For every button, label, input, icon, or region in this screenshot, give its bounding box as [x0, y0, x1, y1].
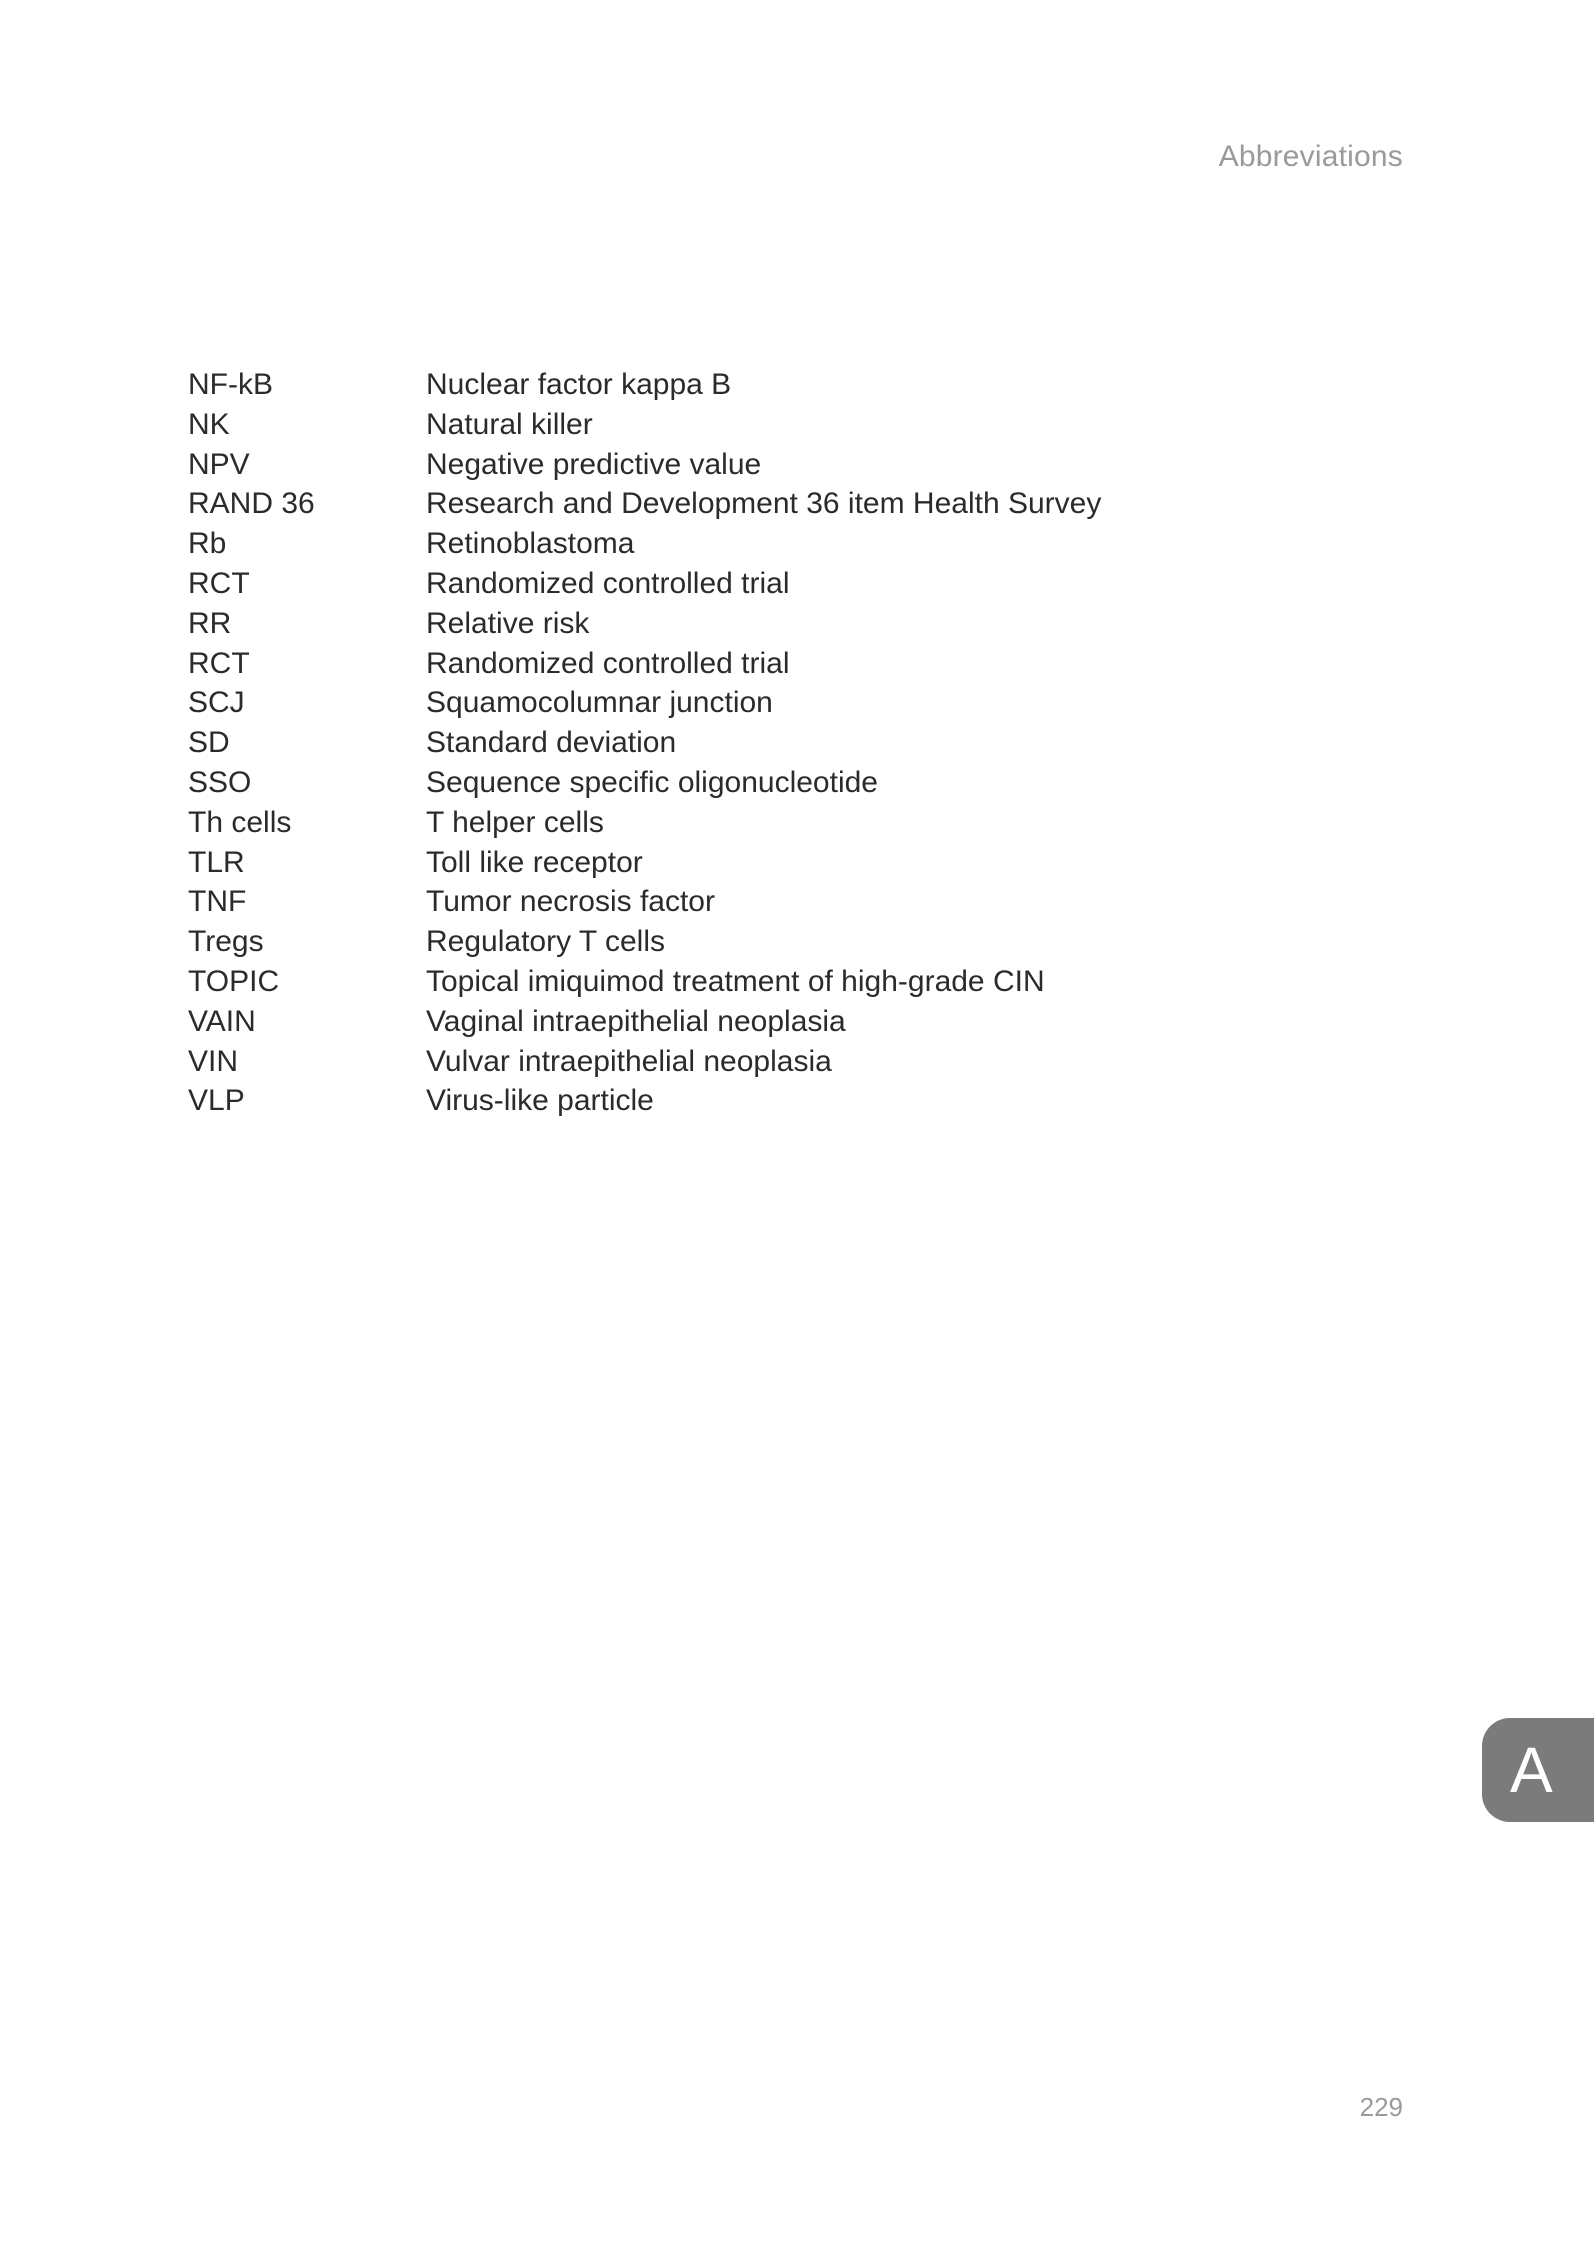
abbreviation-row	[188, 763, 1101, 803]
abbreviation-term: VLP	[188, 1084, 245, 1118]
abbreviation-row	[188, 803, 1101, 843]
abbreviation-term: TLR	[188, 845, 245, 879]
abbreviation-term: SSO	[188, 765, 252, 799]
abbreviation-row	[188, 564, 1101, 604]
abbreviation-row	[188, 445, 1101, 485]
abbreviation-term: TOPIC	[188, 964, 280, 998]
abbreviation-term: NF-kB	[188, 368, 273, 401]
abbreviation-row	[188, 922, 1101, 962]
abbreviation-term: SCJ	[188, 686, 245, 720]
chapter-thumb-tab	[1482, 1718, 1594, 1822]
abbreviation-term: VAIN	[188, 1004, 256, 1038]
page-number: 229	[1359, 2092, 1403, 2122]
abbreviation-row	[188, 604, 1101, 644]
abbreviation-term: VIN	[188, 1044, 239, 1078]
abbreviation-row	[188, 1042, 1101, 1082]
abbreviations-table	[188, 365, 1101, 1121]
abbreviation-row	[188, 683, 1101, 723]
abbreviation-term: RCT	[188, 566, 250, 600]
running-header: Abbreviations	[1218, 140, 1403, 173]
abbreviation-row	[188, 524, 1101, 564]
abbreviation-row	[188, 484, 1101, 524]
abbreviation-definition: Relative risk	[426, 606, 590, 640]
abbreviation-definition: Regulatory T cells	[426, 925, 666, 959]
abbreviation-row	[188, 962, 1101, 1002]
abbreviation-definition: Research and Development 36 item Health Survey	[426, 487, 1102, 521]
abbreviation-row	[188, 405, 1101, 445]
abbreviation-term: RR	[188, 606, 232, 640]
abbreviation-row	[188, 1002, 1101, 1042]
abbreviation-term: NK	[188, 407, 230, 441]
abbreviation-term: Tregs	[188, 925, 264, 959]
abbreviation-definition: Sequence specific oligonucleotide	[426, 765, 878, 799]
abbreviation-definition: Randomized controlled trial	[426, 646, 790, 680]
abbreviation-definition: Nuclear factor kappa B	[426, 368, 732, 401]
abbreviation-definition: Randomized controlled trial	[426, 566, 790, 600]
abbreviation-row	[188, 723, 1101, 763]
abbreviation-row	[188, 365, 1101, 405]
abbreviation-definition: Retinoblastoma	[426, 527, 635, 561]
abbreviation-definition: Topical imiquimod treatment of high-grade CIN	[426, 964, 1045, 998]
abbreviation-row	[188, 644, 1101, 684]
abbreviation-definition: Natural killer	[426, 407, 593, 441]
abbreviation-definition: Virus-like particle	[426, 1084, 654, 1118]
abbreviation-definition: Vulvar intraepithelial neoplasia	[426, 1044, 832, 1078]
abbreviation-row	[188, 882, 1101, 922]
thumb-tab-letter: A	[1510, 1734, 1553, 1806]
abbreviation-definition: Standard deviation	[426, 726, 677, 760]
abbreviation-term: TNF	[188, 885, 247, 919]
abbreviation-definition: Squamocolumnar junction	[426, 686, 773, 720]
abbreviation-term: SD	[188, 726, 230, 760]
abbreviation-term: Rb	[188, 527, 227, 561]
abbreviation-definition: Vaginal intraepithelial neoplasia	[426, 1004, 846, 1038]
abbreviation-row	[188, 1081, 1101, 1121]
abbreviation-definition: T helper cells	[426, 805, 604, 839]
abbreviation-definition: Negative predictive value	[426, 447, 762, 481]
abbreviation-term: RAND 36	[188, 487, 315, 521]
abbreviation-definition: Tumor necrosis factor	[426, 885, 715, 919]
abbreviation-term: NPV	[188, 447, 250, 481]
abbreviation-definition: Toll like receptor	[426, 845, 643, 879]
abbreviation-term: Th cells	[188, 805, 292, 839]
abbreviation-term: RCT	[188, 646, 250, 680]
abbreviation-row	[188, 843, 1101, 883]
